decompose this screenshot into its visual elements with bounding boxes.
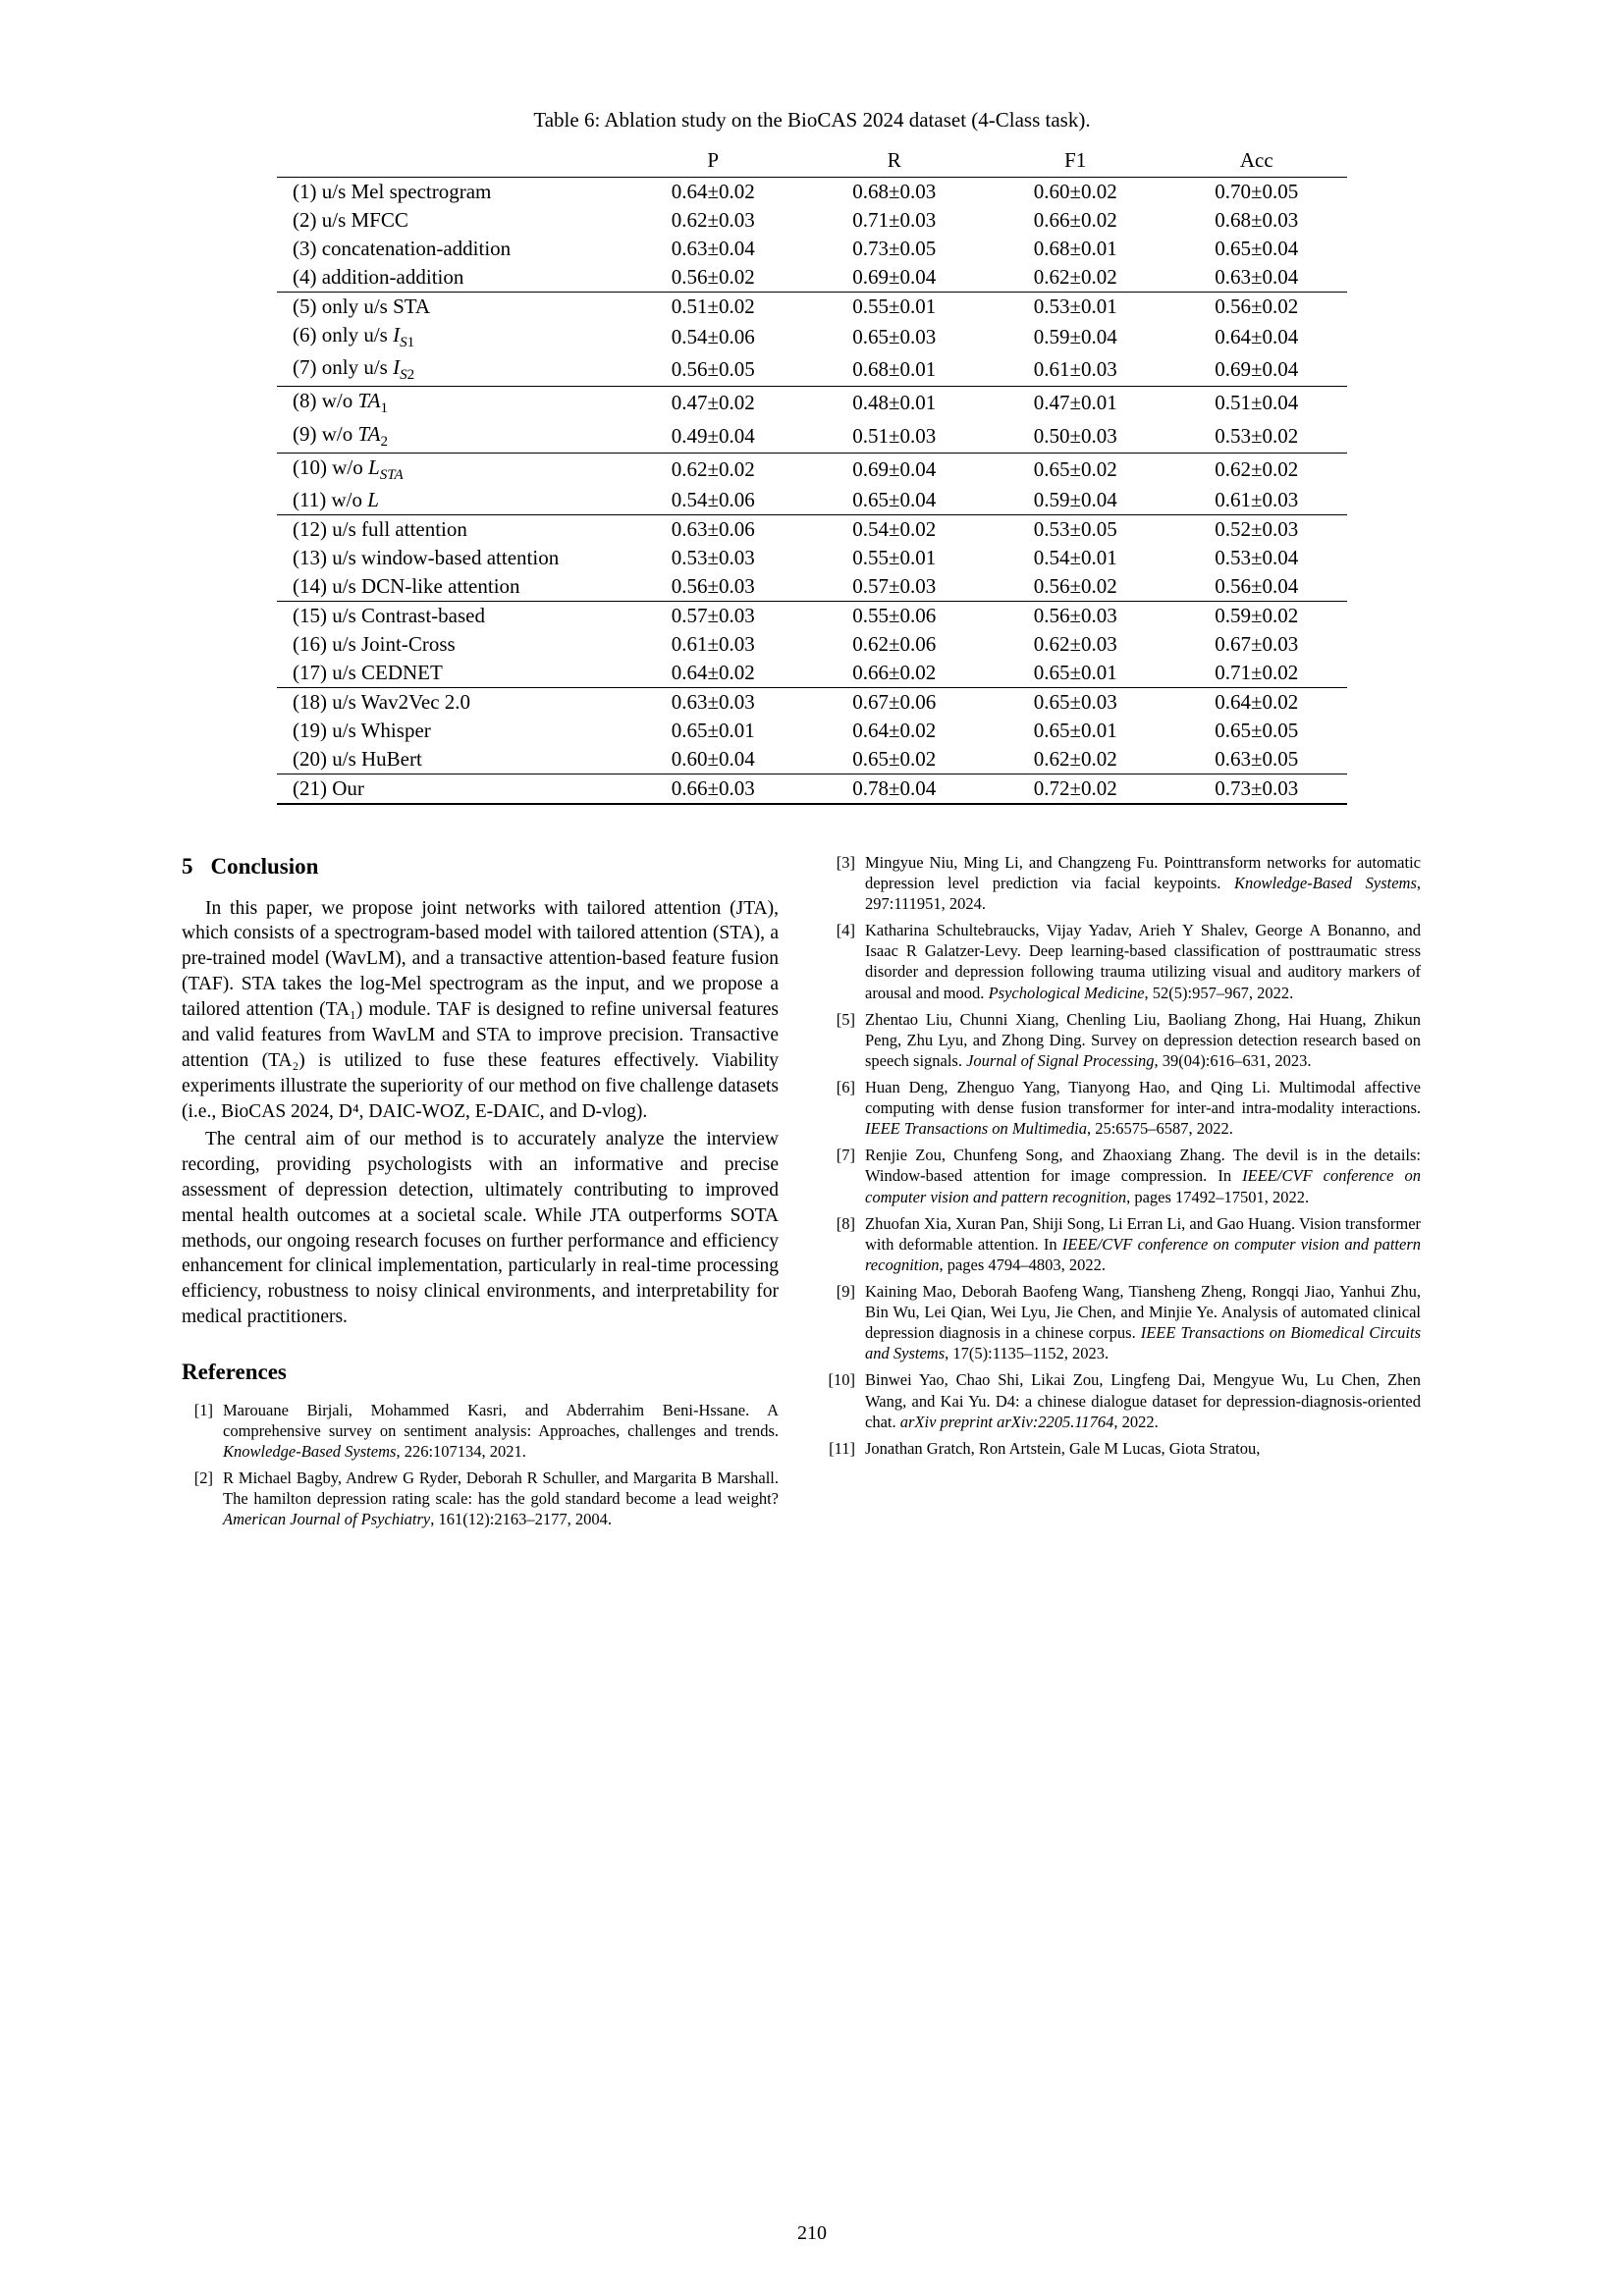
reference-text: Mingyue Niu, Ming Li, and Changzeng Fu. Pointtransform networks for automatic depression level prediction via facial keypoints. Knowledge-Based Systems, 297:111951, 2024. xyxy=(865,852,1421,914)
table-row xyxy=(277,630,1347,659)
cell-r: 0.55±0.01 xyxy=(852,545,937,569)
table-row xyxy=(277,774,1347,804)
reference-text: Huan Deng, Zhenguo Yang, Tianyong Hao, and Qing Li. Multimodal affective computing with dense fusion transformer for inter-and intra-modality interactions. IEEE Transactions on Multimedia, 25:6575–6587, 2022. xyxy=(865,1078,1421,1139)
cell-acc: 0.56±0.04 xyxy=(1215,573,1299,598)
table-row xyxy=(277,293,1347,322)
table-row xyxy=(277,514,1347,544)
row-label: (11) w/o L xyxy=(293,487,379,511)
cell-f1: 0.62±0.03 xyxy=(1033,631,1117,656)
row-label: (1) u/s Mel spectrogram xyxy=(293,180,492,203)
row-label: (5) only u/s STA xyxy=(277,293,623,322)
left-column xyxy=(182,852,779,1535)
reference-number: [9] xyxy=(836,1282,855,1302)
cell-acc: 0.65±0.04 xyxy=(1215,237,1299,260)
cell-f1: 0.62±0.02 xyxy=(1033,746,1117,771)
cell-f1: 0.61±0.03 xyxy=(1033,357,1117,382)
cell-acc: 0.70±0.05 xyxy=(1215,180,1299,203)
cell-p: 0.66±0.03 xyxy=(623,774,804,804)
cell-p: 0.62±0.03 xyxy=(671,208,755,232)
cell-p: 0.49±0.04 xyxy=(671,423,755,448)
cell-f1: 0.53±0.01 xyxy=(985,293,1166,322)
reference-text: Jonathan Gratch, Ron Artstein, Gale M Lucas, Giota Stratou, xyxy=(865,1438,1261,1458)
cell-r: 0.65±0.02 xyxy=(852,746,937,771)
row-label: (8) w/o $TA_1$ xyxy=(277,387,623,420)
row-label: (14) u/s DCN-like attention xyxy=(293,573,520,598)
row-label: (12) u/s full attention xyxy=(277,514,623,544)
row-label: (21) Our xyxy=(277,774,623,804)
reference-number: [8] xyxy=(836,1213,855,1233)
table-row xyxy=(277,178,1347,207)
reference-item xyxy=(824,852,1421,914)
header-acc: Acc xyxy=(1166,146,1348,178)
row-label: (2) u/s MFCC xyxy=(293,208,408,232)
row-label: (13) u/s window-based attention xyxy=(293,545,560,569)
reference-item xyxy=(182,1468,779,1529)
table-header-row xyxy=(277,146,1347,178)
reference-item xyxy=(824,1213,1421,1275)
table-body xyxy=(277,178,1347,804)
reference-item xyxy=(182,1400,779,1462)
reference-number: [2] xyxy=(193,1468,213,1488)
cell-acc: 0.51±0.04 xyxy=(1166,387,1348,420)
conclusion-paragraph-2: The central aim of our method is to accurately analyze the interview recording, providing psychologists with an informative and precise assessment of depression detection, ultimately contributing to improved mental health outcomes at a societal scale. While JTA outperforms SOTA methods, our ongoing research focuses on further performance and efficiency enhancement for clinical implementation, particularly in real-time processing efficiency, robustness to noisy clinical environments, and interpretability for medical practitioners. xyxy=(182,1128,779,1328)
cell-p: 0.56±0.02 xyxy=(671,265,755,289)
cell-r: 0.62±0.06 xyxy=(852,631,937,656)
section-heading-conclusion xyxy=(182,852,779,882)
table-row xyxy=(277,206,1347,235)
cell-r: 0.69±0.04 xyxy=(852,265,937,289)
cell-f1: 0.56±0.03 xyxy=(985,601,1166,630)
reference-item xyxy=(824,1077,1421,1139)
cell-p: 0.54±0.06 xyxy=(671,325,755,349)
reference-text: Zhuofan Xia, Xuran Pan, Shiji Song, Li Erran Li, and Gao Huang. Vision transformer with deformable attention. In IEEE/CVF conference on computer vision and pattern recognition, pages 4794–4803, 2022. xyxy=(865,1213,1422,1274)
cell-f1: 0.53±0.05 xyxy=(985,514,1166,544)
reference-number: [1] xyxy=(193,1400,213,1419)
cell-f1: 0.47±0.01 xyxy=(985,387,1166,420)
row-label: (6) only u/s $I_{S1}$ xyxy=(293,323,415,351)
table-row xyxy=(277,544,1347,572)
cell-r: 0.54±0.02 xyxy=(804,514,986,544)
cell-acc: 0.62±0.02 xyxy=(1166,453,1348,486)
cell-f1: 0.72±0.02 xyxy=(985,774,1166,804)
cell-f1: 0.66±0.02 xyxy=(1033,208,1117,232)
reference-text: Kaining Mao, Deborah Baofeng Wang, Tiansheng Zheng, Rongqi Jiao, Yanhui Zhu, Bin Wu, Lei Qian, Wei Lyu, Jie Chen, and Minjie Ye. Analysis of automated clinical depression diagnosis in a chinese corpus. IEEE Transactions on Biomedical Circuits and Systems, 17(5):1135–1152, 2023. xyxy=(865,1282,1421,1363)
cell-f1: 0.65±0.01 xyxy=(1033,718,1117,742)
row-label: (19) u/s Whisper xyxy=(293,718,431,742)
cell-r: 0.71±0.03 xyxy=(852,208,937,232)
reference-number: [10] xyxy=(828,1370,855,1390)
table-row xyxy=(277,687,1347,717)
cell-p: 0.62±0.02 xyxy=(623,453,804,486)
reference-text: R Michael Bagby, Andrew G Ryder, Deborah R Schuller, and Margarita B Marshall. The hamilton depression rating scale: has the gold standard become a lead weight? American Journal of Psychiatry, 161(12):2163–2177, 2004. xyxy=(223,1468,779,1529)
cell-f1: 0.65±0.02 xyxy=(985,453,1166,486)
cell-f1: 0.68±0.01 xyxy=(1033,237,1117,260)
cell-acc: 0.53±0.02 xyxy=(1215,423,1299,448)
section-title: Conclusion xyxy=(210,853,319,879)
cell-r: 0.69±0.04 xyxy=(804,453,986,486)
cell-r: 0.64±0.02 xyxy=(852,718,937,742)
cell-r: 0.78±0.04 xyxy=(804,774,986,804)
cell-acc: 0.71±0.02 xyxy=(1215,660,1299,684)
table-row xyxy=(277,387,1347,420)
reference-number: [3] xyxy=(836,852,855,872)
cell-p: 0.63±0.06 xyxy=(623,514,804,544)
cell-acc: 0.52±0.03 xyxy=(1166,514,1348,544)
cell-acc: 0.73±0.03 xyxy=(1166,774,1348,804)
reference-text: Katharina Schultebraucks, Vijay Yadav, Arieh Y Shalev, George A Bonanno, and Isaac R Galatzer-Levy. Deep learning-based classification of posttraumatic stress disorder and depression following trauma utilizing visual and auditory markers of arousal and mood. Psychological Medicine, 52(5):957–967, 2022. xyxy=(865,921,1421,1002)
table-row xyxy=(277,659,1347,688)
cell-p: 0.54±0.06 xyxy=(671,487,755,511)
cell-p: 0.63±0.04 xyxy=(671,237,755,260)
page-number: 210 xyxy=(797,2222,827,2244)
cell-p: 0.60±0.04 xyxy=(671,746,755,771)
table-row xyxy=(277,486,1347,515)
cell-p: 0.64±0.02 xyxy=(671,180,755,203)
header-r: R xyxy=(804,146,986,178)
table-row xyxy=(277,321,1347,353)
cell-p: 0.65±0.01 xyxy=(671,718,755,742)
reference-number: [4] xyxy=(836,921,855,940)
cell-r: 0.48±0.01 xyxy=(804,387,986,420)
table-row xyxy=(277,353,1347,387)
cell-r: 0.55±0.06 xyxy=(804,601,986,630)
row-label: (15) u/s Contrast-based xyxy=(277,601,623,630)
cell-f1: 0.59±0.04 xyxy=(1033,487,1117,511)
reference-text: Renjie Zou, Chunfeng Song, and Zhaoxiang Zhang. The devil is in the details: Window-based attention for image compression. In IEEE/CVF conference on computer vision and pattern recognition, pages 17492–17501, 2022. xyxy=(865,1146,1421,1206)
cell-f1: 0.62±0.02 xyxy=(1033,265,1117,289)
row-label: (3) concatenation-addition xyxy=(293,237,512,260)
reference-item xyxy=(824,920,1421,1002)
cell-f1: 0.56±0.02 xyxy=(1033,573,1117,598)
cell-f1: 0.59±0.04 xyxy=(1033,325,1117,349)
cell-r: 0.67±0.06 xyxy=(804,687,986,717)
reference-number: [5] xyxy=(836,1009,855,1029)
reference-text: Binwei Yao, Chao Shi, Likai Zou, Lingfeng Dai, Mengyue Wu, Lu Chen, Zhen Wang, and Kai Yu. D4: a chinese dialogue dataset for depression-diagnosis-oriented chat. arXiv preprint arXiv:2205.11764, 2022. xyxy=(865,1370,1421,1431)
cell-acc: 0.67±0.03 xyxy=(1215,631,1299,656)
cell-acc: 0.64±0.04 xyxy=(1215,325,1299,349)
cell-p: 0.56±0.05 xyxy=(671,357,755,382)
reference-item xyxy=(824,1438,1421,1459)
cell-f1: 0.54±0.01 xyxy=(1033,545,1117,569)
header-p: P xyxy=(623,146,804,178)
cell-acc: 0.64±0.02 xyxy=(1166,687,1348,717)
row-label: (16) u/s Joint-Cross xyxy=(293,631,456,656)
cell-acc: 0.63±0.04 xyxy=(1215,265,1299,289)
cell-p: 0.61±0.03 xyxy=(671,631,755,656)
cell-p: 0.51±0.02 xyxy=(623,293,804,322)
cell-acc: 0.68±0.03 xyxy=(1215,208,1299,232)
cell-p: 0.56±0.03 xyxy=(671,573,755,598)
table-row xyxy=(277,572,1347,602)
section-number: 5 xyxy=(182,853,193,879)
reference-number: [6] xyxy=(836,1078,855,1097)
table-row xyxy=(277,717,1347,745)
cell-acc: 0.59±0.02 xyxy=(1166,601,1348,630)
cell-acc: 0.56±0.02 xyxy=(1166,293,1348,322)
row-label: (18) u/s Wav2Vec 2.0 xyxy=(277,687,623,717)
table-row xyxy=(277,453,1347,486)
cell-r: 0.57±0.03 xyxy=(852,573,937,598)
right-column xyxy=(824,852,1421,1535)
ablation-table xyxy=(277,146,1347,805)
cell-acc: 0.69±0.04 xyxy=(1215,357,1299,382)
reference-number: [11] xyxy=(829,1438,855,1458)
row-label: (20) u/s HuBert xyxy=(293,746,422,771)
cell-p: 0.63±0.03 xyxy=(623,687,804,717)
body-columns xyxy=(182,852,1442,1535)
cell-f1: 0.65±0.03 xyxy=(985,687,1166,717)
cell-acc: 0.63±0.05 xyxy=(1215,746,1299,771)
cell-r: 0.65±0.04 xyxy=(852,487,937,511)
cell-p: 0.64±0.02 xyxy=(671,660,755,684)
cell-p: 0.53±0.03 xyxy=(671,545,755,569)
cell-acc: 0.61±0.03 xyxy=(1215,487,1299,511)
cell-p: 0.57±0.03 xyxy=(623,601,804,630)
table-caption: Table 6: Ablation study on the BioCAS 2024 dataset (4-Class task). xyxy=(533,108,1091,132)
reference-text: Zhentao Liu, Chunni Xiang, Chenling Liu, Baoliang Zhong, Hai Huang, Zhikun Peng, Zhu Lyu, and Zhong Ding. Survey on depression detection research based on speech signals. Journal of Signal Processing, 39(04):616–631, 2023. xyxy=(865,1009,1421,1070)
table-row xyxy=(277,420,1347,454)
conclusion-paragraph-1: In this paper, we propose joint networks with tailored attention (JTA), which consists of a spectrogram-based model with tailored attention (STA), a pre-trained model (WavLM), and a transactive attention-based feature fusion (TAF). STA takes the log-Mel spectrogram as the input, and we propose a tailored attention (TA₁) module. TAF is designed to refine universal features and valid features from WavLM and STA to improve precision. Transactive attention (TA₂) is utilized to fuse these features effectively. Viability experiments illustrate the superiority of our method on five challenge datasets (i.e., BioCAS 2024, D⁴, DAIC-WOZ, E-DAIC, and D-vlog). xyxy=(182,897,779,1122)
header-blank xyxy=(277,146,623,178)
cell-f1: 0.65±0.01 xyxy=(1033,660,1117,684)
cell-r: 0.65±0.03 xyxy=(852,325,937,349)
cell-f1: 0.50±0.03 xyxy=(1033,423,1117,448)
reference-number: [7] xyxy=(836,1146,855,1165)
table-row xyxy=(277,263,1347,293)
cell-r: 0.55±0.01 xyxy=(804,293,986,322)
table-row xyxy=(277,601,1347,630)
row-label: (7) only u/s $I_{S2}$ xyxy=(293,355,415,384)
reference-item xyxy=(824,1145,1421,1206)
cell-r: 0.73±0.05 xyxy=(852,237,937,260)
references-heading: References xyxy=(182,1360,287,1385)
reference-item xyxy=(824,1009,1421,1071)
cell-acc: 0.65±0.05 xyxy=(1215,718,1299,742)
cell-r: 0.51±0.03 xyxy=(852,423,937,448)
reference-item xyxy=(824,1369,1421,1431)
reference-item xyxy=(824,1281,1421,1363)
cell-r: 0.66±0.02 xyxy=(852,660,937,684)
cell-r: 0.68±0.03 xyxy=(852,180,937,203)
cell-f1: 0.60±0.02 xyxy=(1033,180,1117,203)
row-label: (4) addition-addition xyxy=(293,265,464,289)
row-label: (17) u/s CEDNET xyxy=(293,660,443,684)
header-f1: F1 xyxy=(985,146,1166,178)
cell-r: 0.68±0.01 xyxy=(852,357,937,382)
row-label: (10) w/o $L_{STA}$ xyxy=(277,453,623,486)
table-row xyxy=(277,235,1347,263)
reference-text: Marouane Birjali, Mohammed Kasri, and Abderrahim Beni-Hssane. A comprehensive survey on sentiment analysis: Approaches, challenges and trends. Knowledge-Based Systems, 226:107134, 2021. xyxy=(223,1400,779,1461)
cell-acc: 0.53±0.04 xyxy=(1215,545,1299,569)
row-label: (9) w/o $TA_2$ xyxy=(293,421,389,450)
table-row xyxy=(277,745,1347,774)
cell-p: 0.47±0.02 xyxy=(623,387,804,420)
